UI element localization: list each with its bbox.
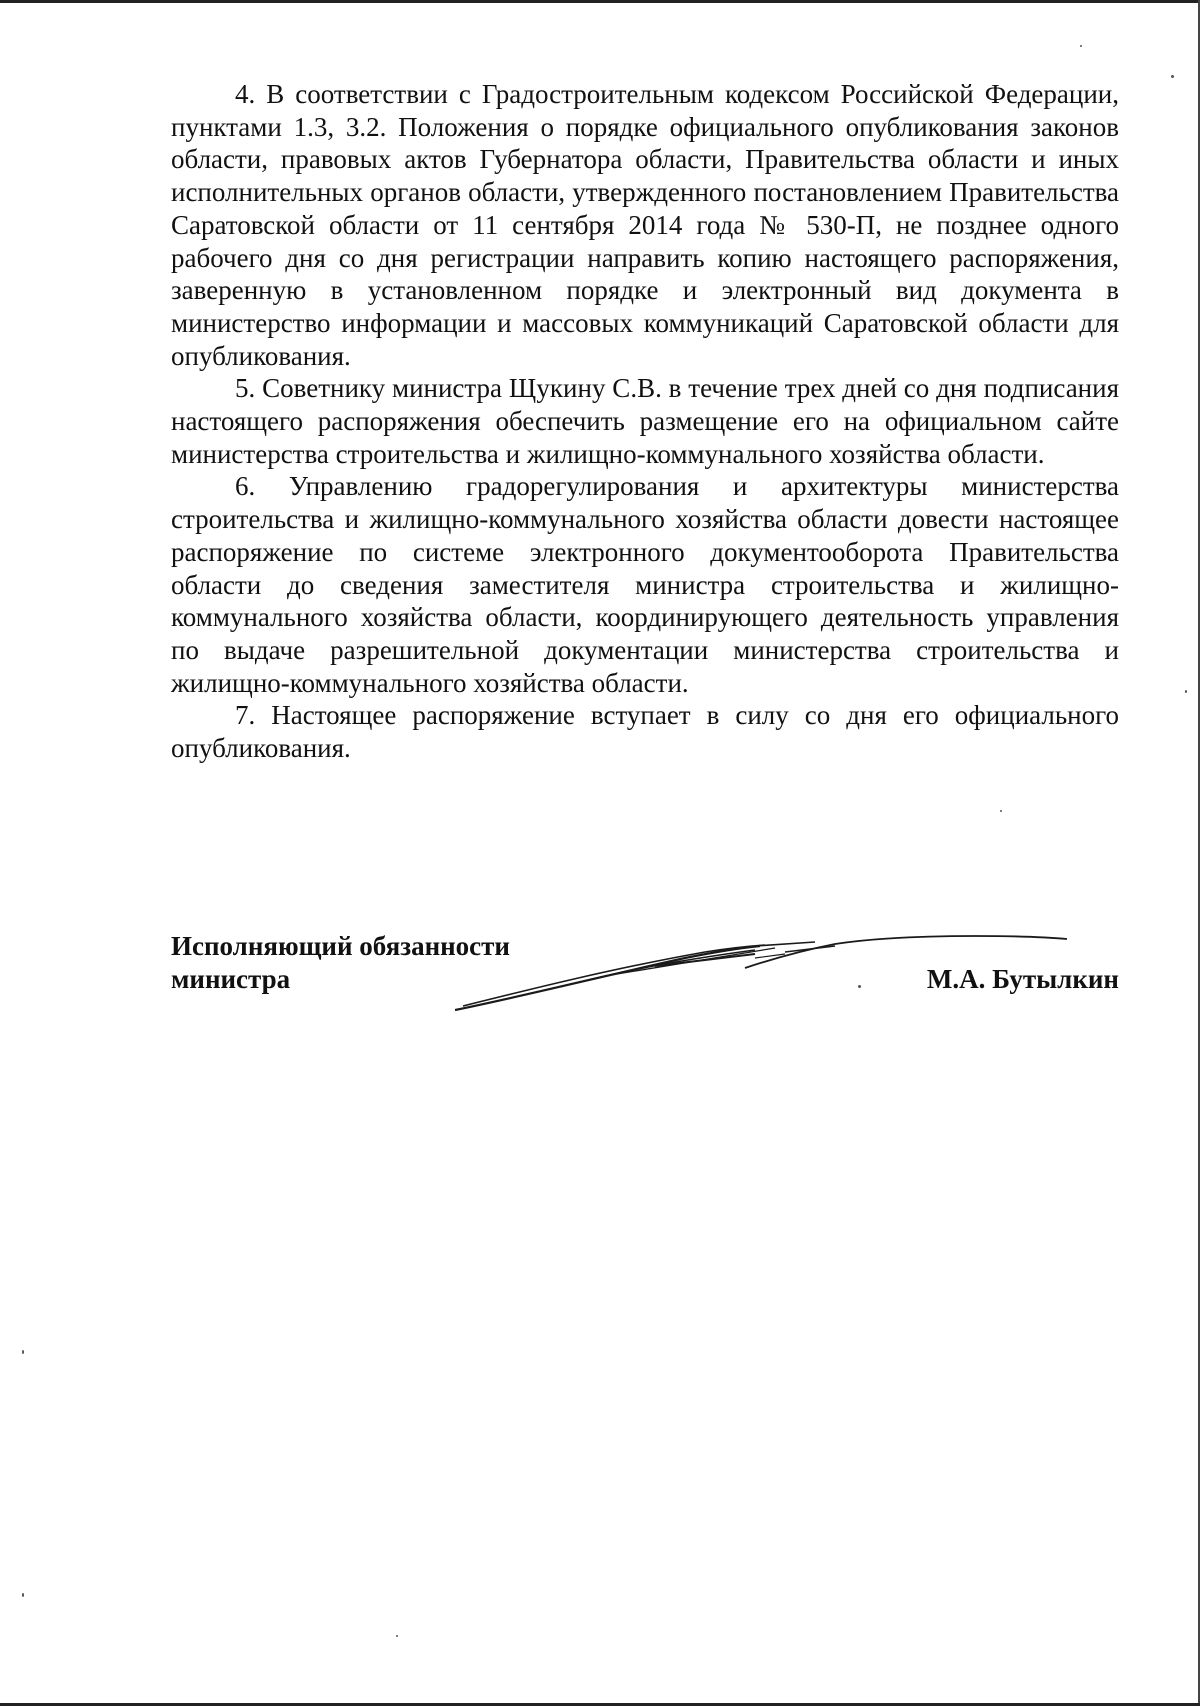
scan-speck bbox=[858, 985, 861, 988]
paragraph-5 bbox=[171, 372, 1119, 470]
scan-speck bbox=[1080, 45, 1082, 47]
signatory-title-line1: Исполняющий обязанности bbox=[171, 931, 510, 961]
paragraph-number: 4. bbox=[235, 79, 256, 109]
paragraph-4 bbox=[171, 78, 1119, 372]
paragraph-number: 5. bbox=[235, 373, 256, 404]
signatory-title-line2: министра bbox=[171, 964, 291, 994]
scan-border-top bbox=[0, 0, 1200, 3]
signatory-name: М.А. Бутылкин bbox=[926, 964, 1119, 994]
paragraph-text: Управлению градорегулирования и архитектуры министерства строительства и жилищно-коммунального хозяйства области довести настоящее распоряжение по системе электронного документооборота Правительства области до сведения заместителя министра строительства и жилищно-коммунального хозяйства области, координирующего деятельность управления по выдаче разрешительной документации министерства строительства и жилищно-коммунального хозяйства области. bbox=[171, 471, 1119, 698]
paragraph-number: 6. bbox=[235, 471, 256, 502]
scan-speck bbox=[1171, 75, 1174, 78]
document-body bbox=[171, 78, 1119, 765]
scan-speck bbox=[396, 1635, 398, 1637]
paragraph-6 bbox=[171, 470, 1119, 699]
paragraph-text: Советнику министра Щукину С.В. в течение трех дней со дня подписания настоящего распоряжения обеспечить размещение его на официальном сайте министерства строительства и жилищно-коммунального хозяйства области. bbox=[171, 373, 1119, 469]
paragraph-number: 7. bbox=[235, 700, 256, 731]
paragraph-text: Настоящее распоряжение вступает в силу со дня его официального опубликования. bbox=[171, 700, 1120, 764]
scan-speck bbox=[1185, 690, 1187, 693]
paragraph-7 bbox=[171, 699, 1119, 764]
scan-speck bbox=[22, 1593, 24, 1597]
handwritten-signature bbox=[455, 928, 1075, 1018]
paragraph-text: В соответствии с Градостроительным кодексом Российской Федерации, пунктами 1.3, 3.2. Положения о порядке официального опубликования законов области, правовых актов Губернатора области, Правительства области и иных исполнительных органов области, утвержденного постановлением Правительства Саратовской области от 11 сентября 2014 года № 530-П, не позднее одного рабочего дня со дня регистрации направить копию настоящего распоряжения, заверенную в установленном порядке и электронный вид документа в министерство информации и массовых коммуникаций Саратовской области для опубликования. bbox=[171, 79, 1119, 371]
scan-speck bbox=[1000, 810, 1002, 812]
scan-speck bbox=[22, 1350, 24, 1354]
